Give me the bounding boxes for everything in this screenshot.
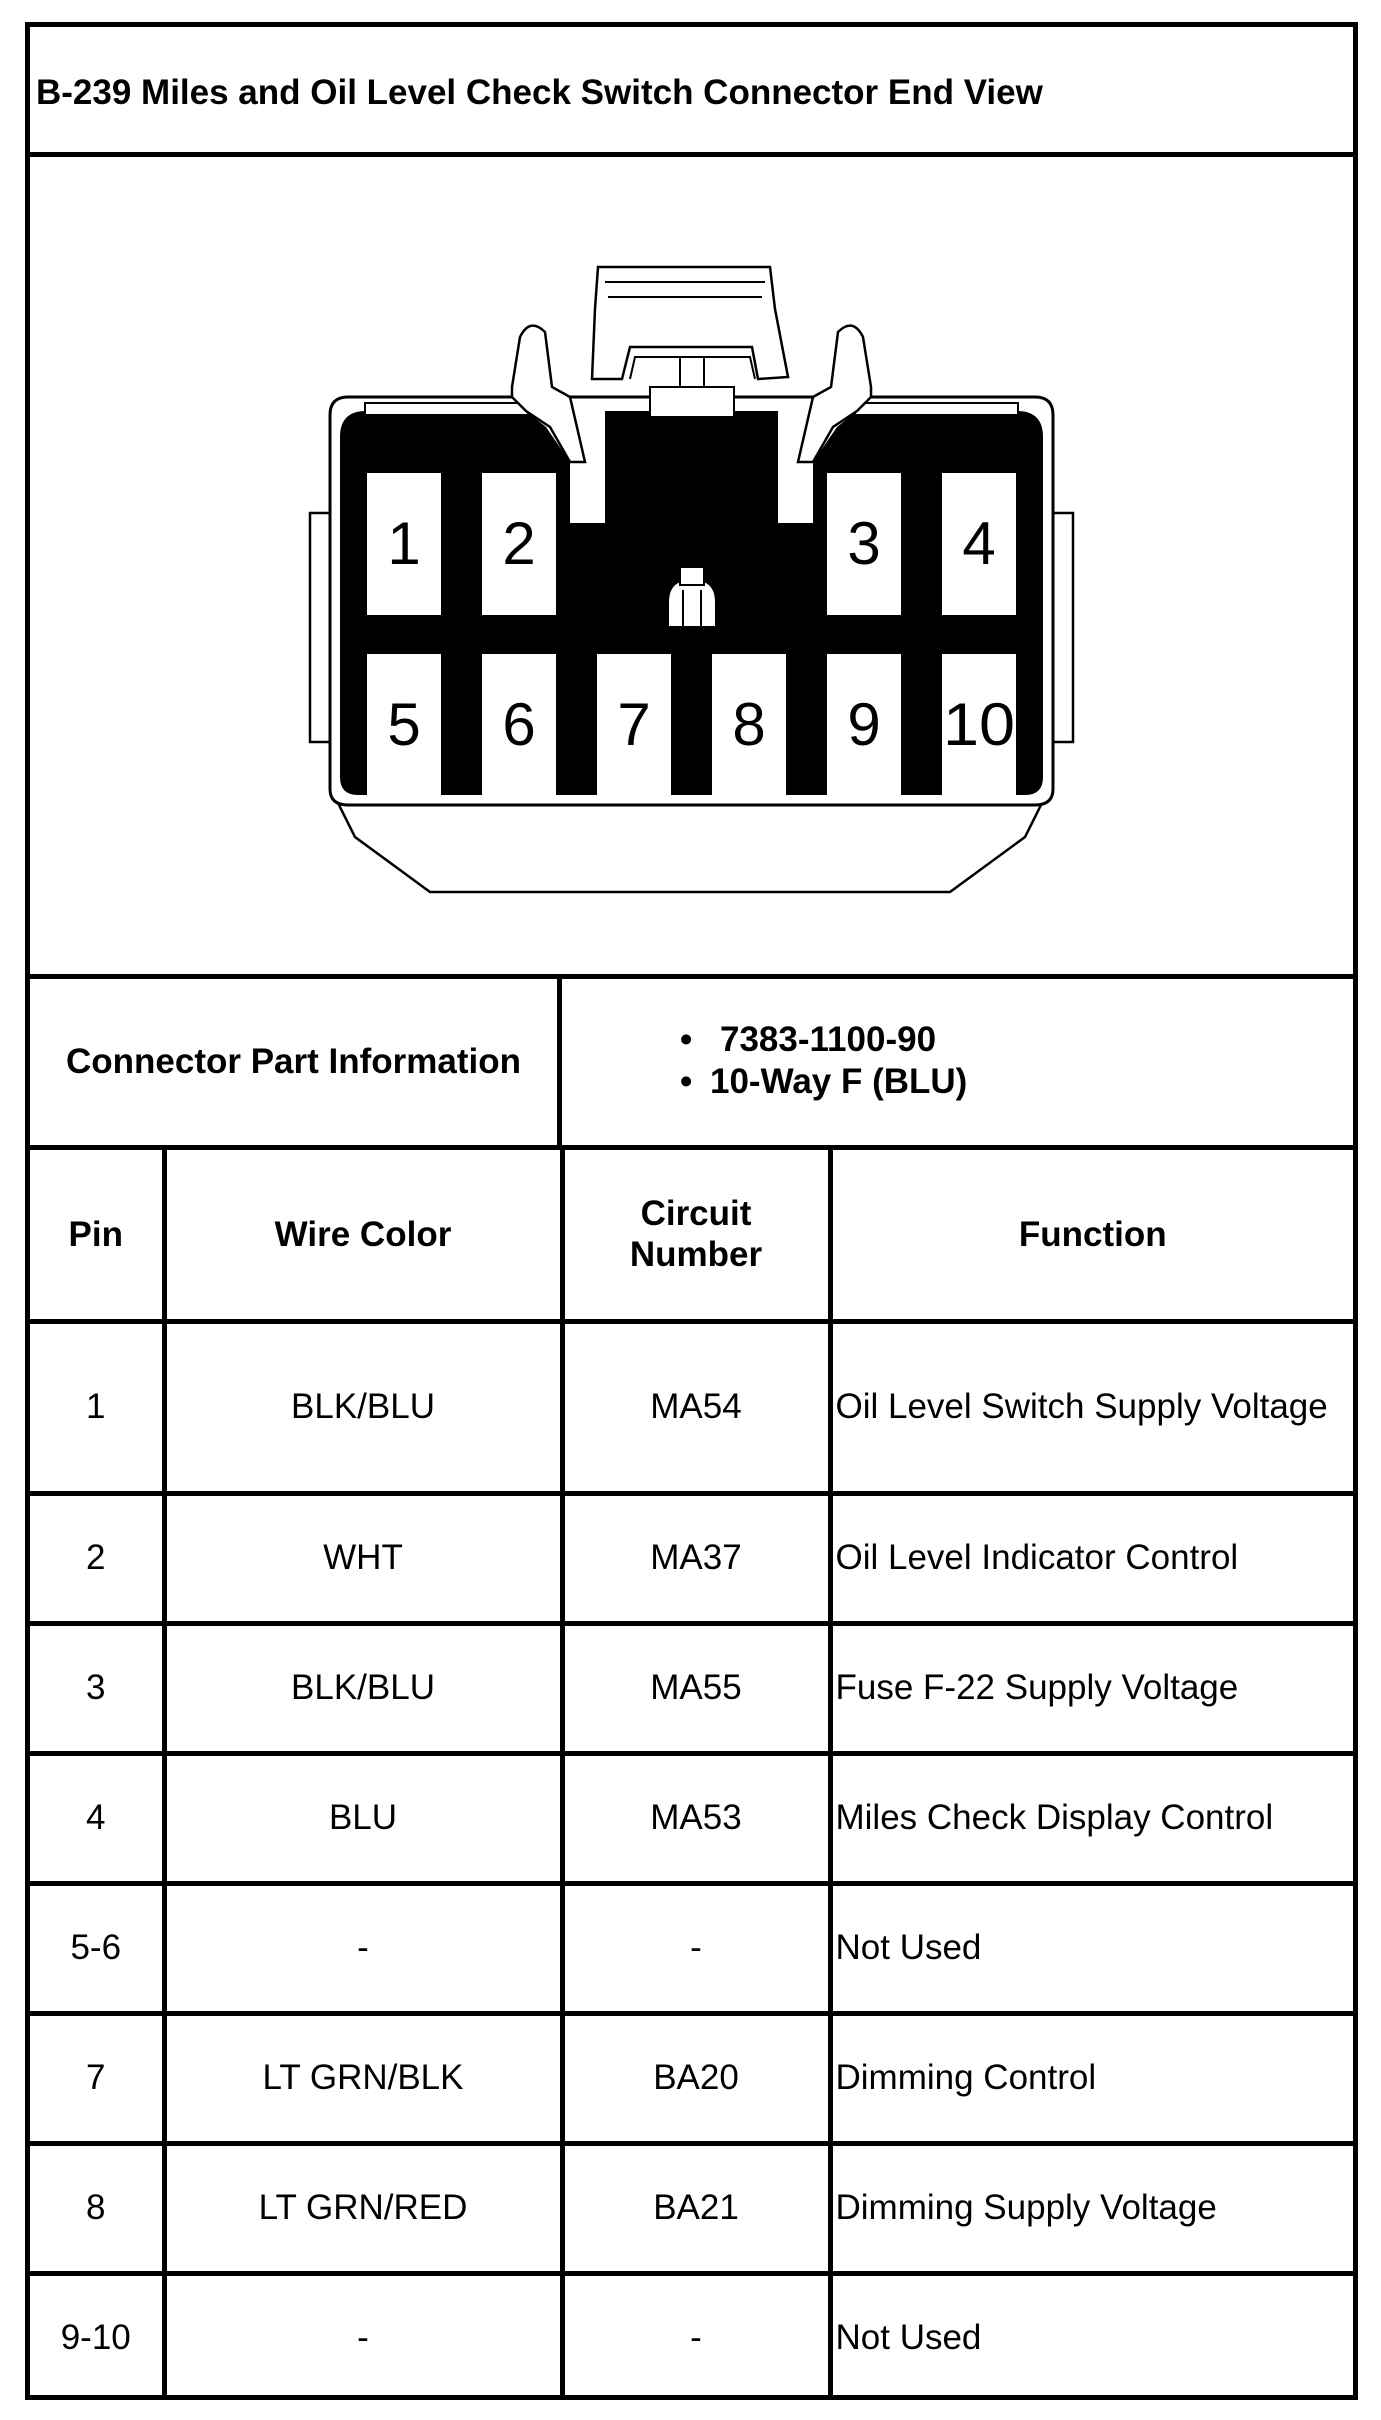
cell-function: Dimming Supply Voltage	[830, 2143, 1353, 2273]
cell-wire-color: -	[164, 1883, 562, 2013]
cell-function: Not Used	[830, 1883, 1353, 2013]
cell-pin: 3	[30, 1623, 164, 1753]
cell-wire-color: BLK/BLU	[164, 1623, 562, 1753]
table-row	[30, 1883, 1353, 2013]
cell-circuit: MA54	[562, 1321, 830, 1493]
pin-cavity-7	[597, 654, 671, 796]
bullet-icon: •	[680, 1062, 693, 1101]
pin-label-10: 10	[943, 691, 1015, 758]
cell-circuit: BA21	[562, 2143, 830, 2273]
cell-function: Not Used	[830, 2273, 1353, 2400]
polarizing-key	[668, 579, 716, 627]
title-row	[30, 27, 1353, 157]
pin-cavity-3	[827, 473, 901, 615]
table-row	[30, 1493, 1353, 1623]
cell-pin: 1	[30, 1321, 164, 1493]
pin-cavity-6	[482, 654, 556, 796]
cell-pin: 7	[30, 2013, 164, 2143]
header-circuit-line1: Circuit	[640, 1194, 752, 1234]
cell-wire-color: -	[164, 2273, 562, 2400]
cell-circuit: MA55	[562, 1623, 830, 1753]
cell-pin: 2	[30, 1493, 164, 1623]
cell-pin: 8	[30, 2143, 164, 2273]
header-pin: Pin	[30, 1150, 164, 1321]
cell-wire-color: BLK/BLU	[164, 1321, 562, 1493]
cell-pin: 9-10	[30, 2273, 164, 2400]
housing-skirt	[335, 797, 1045, 892]
cell-pin: 5-6	[30, 1883, 164, 2013]
header-circuit-number	[562, 1150, 830, 1321]
connector-sheet	[25, 22, 1358, 2400]
pin-cavity-5	[367, 654, 441, 796]
pinout-table	[30, 1150, 1353, 2400]
table-row	[30, 1623, 1353, 1753]
pin-label-6: 6	[502, 691, 536, 758]
table-row	[30, 1753, 1353, 1883]
pin-label-4: 4	[962, 510, 996, 577]
pin-label-8: 8	[732, 691, 766, 758]
pin-cavity-2	[482, 473, 556, 615]
header-wire-color: Wire Color	[164, 1150, 562, 1321]
cell-function: Dimming Control	[830, 2013, 1353, 2143]
table-header-row	[30, 1150, 1353, 1321]
pin-label-2: 2	[502, 510, 536, 577]
header-function: Function	[830, 1150, 1353, 1321]
cell-function: Miles Check Display Control	[830, 1753, 1353, 1883]
pin-label-5: 5	[387, 691, 421, 758]
cell-wire-color: WHT	[164, 1493, 562, 1623]
cell-function: Fuse F-22 Supply Voltage	[830, 1623, 1353, 1753]
part-info-row	[30, 979, 1353, 1150]
connector-diagram-panel	[30, 157, 1353, 979]
part-type: 10-Way F (BLU)	[710, 1062, 968, 1101]
cell-wire-color: BLU	[164, 1753, 562, 1883]
pin-label-7: 7	[617, 691, 651, 758]
pin-cavity-9	[827, 654, 901, 796]
right-side-tab	[1053, 513, 1073, 742]
part-info-label: Connector Part Information	[30, 979, 562, 1145]
cell-circuit: MA37	[562, 1493, 830, 1623]
page-title: B-239 Miles and Oil Level Check Switch Connector End View	[36, 73, 1043, 112]
header-circuit-line2: Number	[629, 1235, 763, 1275]
cell-function: Oil Level Switch Supply Voltage	[830, 1321, 1353, 1493]
cell-circuit: MA53	[562, 1753, 830, 1883]
bullet-icon: •	[680, 1020, 693, 1059]
left-side-tab	[310, 513, 330, 742]
connector-end-view-diagram	[30, 157, 1353, 974]
cell-pin: 4	[30, 1753, 164, 1883]
cell-function: Oil Level Indicator Control	[830, 1493, 1353, 1623]
cell-circuit: BA20	[562, 2013, 830, 2143]
table-row	[30, 1321, 1353, 1493]
pin-cavity-10	[942, 654, 1016, 796]
cell-wire-color: LT GRN/BLK	[164, 2013, 562, 2143]
table-row	[30, 2273, 1353, 2400]
pin-cavity-8	[712, 654, 786, 796]
part-info-list	[562, 979, 1353, 1145]
table-row	[30, 2013, 1353, 2143]
cell-wire-color: LT GRN/RED	[164, 2143, 562, 2273]
pin-cavity-1	[367, 473, 441, 615]
cell-circuit: -	[562, 1883, 830, 2013]
pin-label-1: 1	[387, 510, 421, 577]
pin-cavity-4	[942, 473, 1016, 615]
table-row	[30, 2143, 1353, 2273]
pin-label-3: 3	[847, 510, 881, 577]
pin-label-9: 9	[847, 691, 881, 758]
part-number: 7383-1100-90	[720, 1020, 937, 1059]
cell-circuit: -	[562, 2273, 830, 2400]
